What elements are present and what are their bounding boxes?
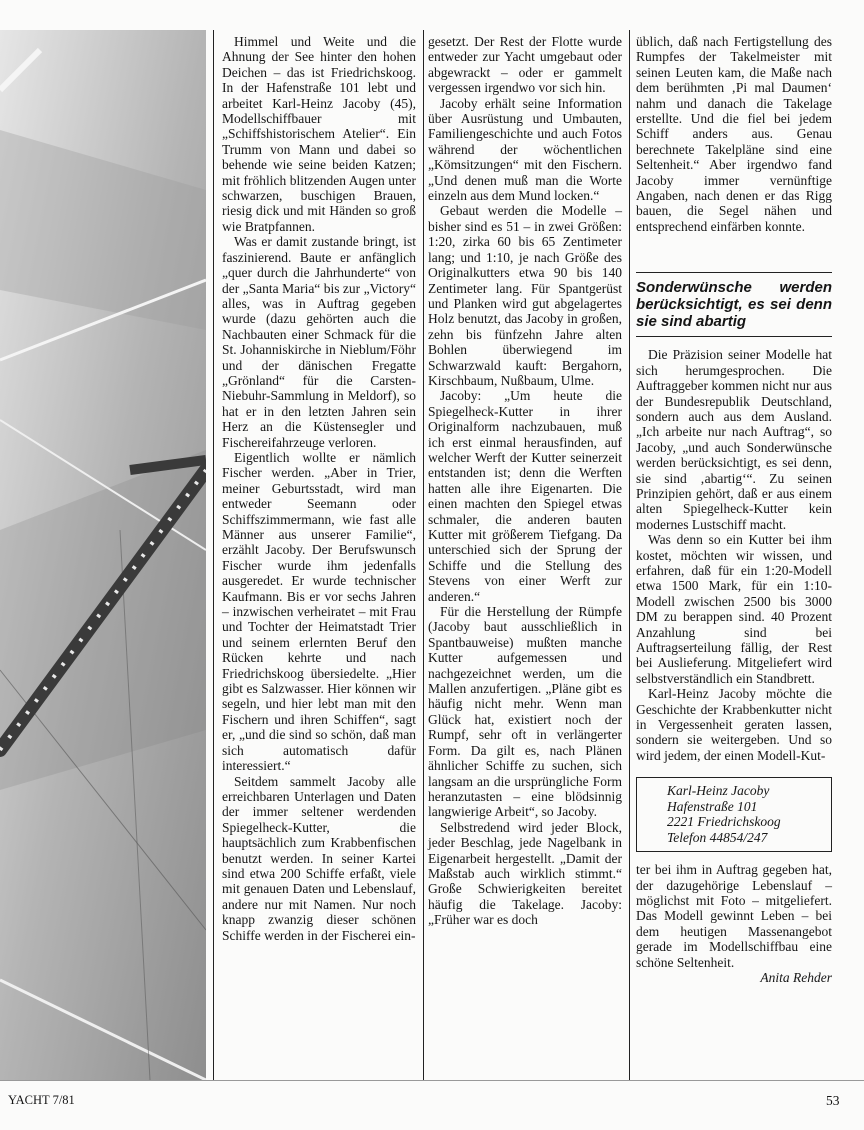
column-rule-1: [213, 30, 214, 1080]
address-name: Karl-Heinz Jacoby: [667, 783, 770, 799]
paragraph: gesetzt. Der Rest der Flotte wurde entweder zur Yacht umgebaut oder abgewrackt – oder er gammelt vergessen irgendwo vor sich hin.: [428, 34, 622, 96]
paragraph: Was er damit zustande bringt, ist faszinierend. Baute er anfänglich „quer durch die Jahrhunderte“ von der „Santa Maria“ bis zur „Victory“ alles, was in Auftrag gegeben wurde (dazu gehörten auch die Nachbauten einer Schmack für die St. Johanniskirche in Nieblum/Föhr und der dänischen Fregatte „Grönland“ für die Carsten-Niebuhr-Sammlung in Meldorf), so hat er in den letzten Jahren sein Herz an die Küstensegler und Fischereifahrzeuge verloren.: [222, 234, 416, 450]
paragraph: Seitdem sammelt Jacoby alle erreichbaren Unterlagen und Daten der immer seltener werdenden Spiegelheck-Kutter, die hauptsächlich zum Krabbenfischen benutzt werden. In seiner Kartei sind etwa 200 Schiffe erfaßt, viele mit genauen Daten und Lebenslauf, andere nur mit Namen. Nur noch knapp zwanzig dieser schönen Schiffe werden in der Fischerei ein-: [222, 773, 416, 943]
paragraph: Die Präzision seiner Modelle hat sich herumgesprochen. Die Auftraggeber kommen nicht nur aus der Bundesrepublik Deutschland, sondern auch aus dem Ausland. „Ich arbeite nur nach Auftrag“, so Jacoby, „und auch Sonderwünsche werden berücksichtigt, es sei denn, sie sind ‚abartig‘“. Zu seinen Prinzipien gehört, daß er aus einem alten Spiegelheck-Kutter kein modernes Lustschiff macht.: [636, 347, 832, 532]
paragraph: üblich, daß nach Fertigstellung des Rumpfes der Takelmeister mit seinen Leuten kam, die Maße nach dem berühmten ‚Pi mal Daumen‘ nahm und danach die Takelage erstellte. Und die fiel bei jedem Schiff anders aus. Genau berechnete Takelpläne sind eine Seltenheit.“ Aber irgendwo fand Jacoby immer vernünftige Angaben, nach denen er das Rigg bauen, die Segel nähen und entsprechend einfärben konnte.: [636, 34, 832, 234]
paragraph: Was denn so ein Kutter bei ihm kostet, möchten wir wissen, und erfahren, daß für ein 1:20-Modell etwa 1500 Mark, für ein 1:10-Modell zwischen 2500 bis 3000 DM zu berappen sind. 40 Prozent Anzahlung sind bei Auftragserteilung fällig, der Rest bei Auslieferung. Mitgeliefert wird selbstverständlich ein Standbrett.: [636, 532, 832, 686]
paragraph: Für die Herstellung der Rümpfe (Jacoby baut ausschließlich in Spantbauweise) mußten manche Kutter aufgemessen und nachgezeichnet werden, um die Mallen anzufertigen. „Pläne gibt es häufig nicht mehr. Wenn man Glück hat, existiert noch der Rumpf, sehr oft in verlängerter Form. Da gilt es, nach Plänen ähnlicher Schiffe zu suchen, sich langsam an die ursprüngliche Form heranzutasten – eine blödsinnig langwierige Arbeit“, so Jacoby.: [428, 604, 622, 820]
paragraph: Jacoby: „Um heute die Spiegelheck-Kutter in ihrer Originalform nachzubauen, muß ich erst einmal herausfinden, auf welcher Werft der Kutter seinerzeit entstanden ist; denn die Werften hatten alle ihre Eigenarten. Die einen machten den Spiegel etwas schmaler, die anderen bauten Kutter mit größerem Tiefgang. Da unterschied sich der Sprung der Schiffe und die Stellung des Stevens von einer Werft zur anderen.“: [428, 388, 622, 604]
footer-page-number: 53: [826, 1093, 840, 1108]
paragraph: Eigentlich wollte er nämlich Fischer werden. „Aber in Trier, meiner Geburtsstadt, wird man entweder Seemann oder Schiffszimmermann, wie fast alle Männer aus unserer Familie“, erzählt Jacoby. Der Berufswunsch Fischer wurde ihm jedenfalls ausgeredet. Er wurde technischer Kaufmann. Bis er vor sechs Jahren – inzwischen verheiratet – mit Frau und Tochter der Heimatstadt Trier und seinem erlernten Beruf den Rücken kehrte und nach Friedrichskoog übersiedelte. „Hier gibt es Salzwasser. Hier können wir segeln, und hier lebt man mit den Fischern und ihren Schiffen“, sagt er, „und die sind so schön, daß man sich automatisch dafür interessiert.“: [222, 449, 416, 774]
article-column-1: [222, 34, 416, 943]
paragraph: Gebaut werden die Modelle – bisher sind es 51 – in zwei Größen: 1:20, zirka 60 bis 65 Zentimeter lang; und 1:10, je nach Größe des Originalkutters etwa 90 bis 140 Zentimeter lang. Für Spantgerüst und Planken wird gut abgelagertes Holz benutzt, das Jacoby in großen, zehn bis fünfzehn Jahre alten Bohlen überwiegend im Schwarzwald kauft: Bergahorn, Kirschbaum, Nußbaum, Ulme.: [428, 203, 622, 388]
sail-rigging-image: [0, 30, 206, 1080]
paragraph: Jacoby erhält seine Information über Ausrüstung und Umbauten, Familiengeschichte und auch Fotos während der wöchentlichen „Kömsitzungen“ mit den Fischern. „Und denen muß man die Worte einzeln aus dem Mund locken.“: [428, 95, 622, 204]
column-rule-2: [423, 30, 424, 1080]
article-column-3: [636, 34, 832, 986]
column-rule-3: [629, 30, 630, 1080]
paragraph: ter bei ihm in Auftrag gegeben hat, der dazugehörige Lebenslauf – möglichst mit Foto – mitgeliefert. Das Modell gewinnt Leben – bei dem heutigen Massenangebot gerade im Modellschiffbau eine schöne Seltenheit.: [636, 862, 832, 970]
footer-magazine-issue: YACHT 7/81: [8, 1093, 75, 1107]
rigging-photo: [0, 30, 206, 1080]
subheading: Sonderwünsche werden berücksichtigt, es sei denn sie sind abartig: [636, 272, 832, 337]
footer-rule: [0, 1080, 864, 1081]
address-street: Hafenstraße 101: [667, 798, 758, 814]
address-city: 2221 Friedrichskoog: [667, 814, 781, 830]
paragraph: Himmel und Weite und die Ahnung der See hinter den hohen Deichen – das ist Friedrichskoog. In der Hafenstraße 101 lebt und arbeitet Karl-Heinz Jacoby (45), Modellschiffbauer mit „Schiffshistorischem Atelier“. Ein Trumm von Mann und dabei so behende wie seine beiden Katzen; mit fröhlich blitzenden Augen unter schwarzen, buschigen Brauen, riesig dick und mit Händen so groß wie Bratpfannen.: [222, 34, 416, 234]
address-phone: Telefon 44854/247: [667, 829, 768, 845]
address-box: [636, 777, 832, 852]
paragraph: Karl-Heinz Jacoby möchte die Geschichte der Krabbenkutter nicht in Vergessenheit geraten lassen, sondern sie weitergeben. Und so wird jedem, der einen Modell-Kut-: [636, 686, 832, 763]
article-column-2: [428, 34, 622, 928]
paragraph: Selbstredend wird jeder Block, jeder Beschlag, jede Nagelbank in Eigenarbeit hergestellt. „Damit der Maßstab auch wirklich stimmt.“ Große Schwierigkeiten bereitet häufig die Takelage. Jacoby: „Früher war es doch: [428, 819, 622, 928]
author-byline: Anita Rehder: [760, 970, 832, 986]
